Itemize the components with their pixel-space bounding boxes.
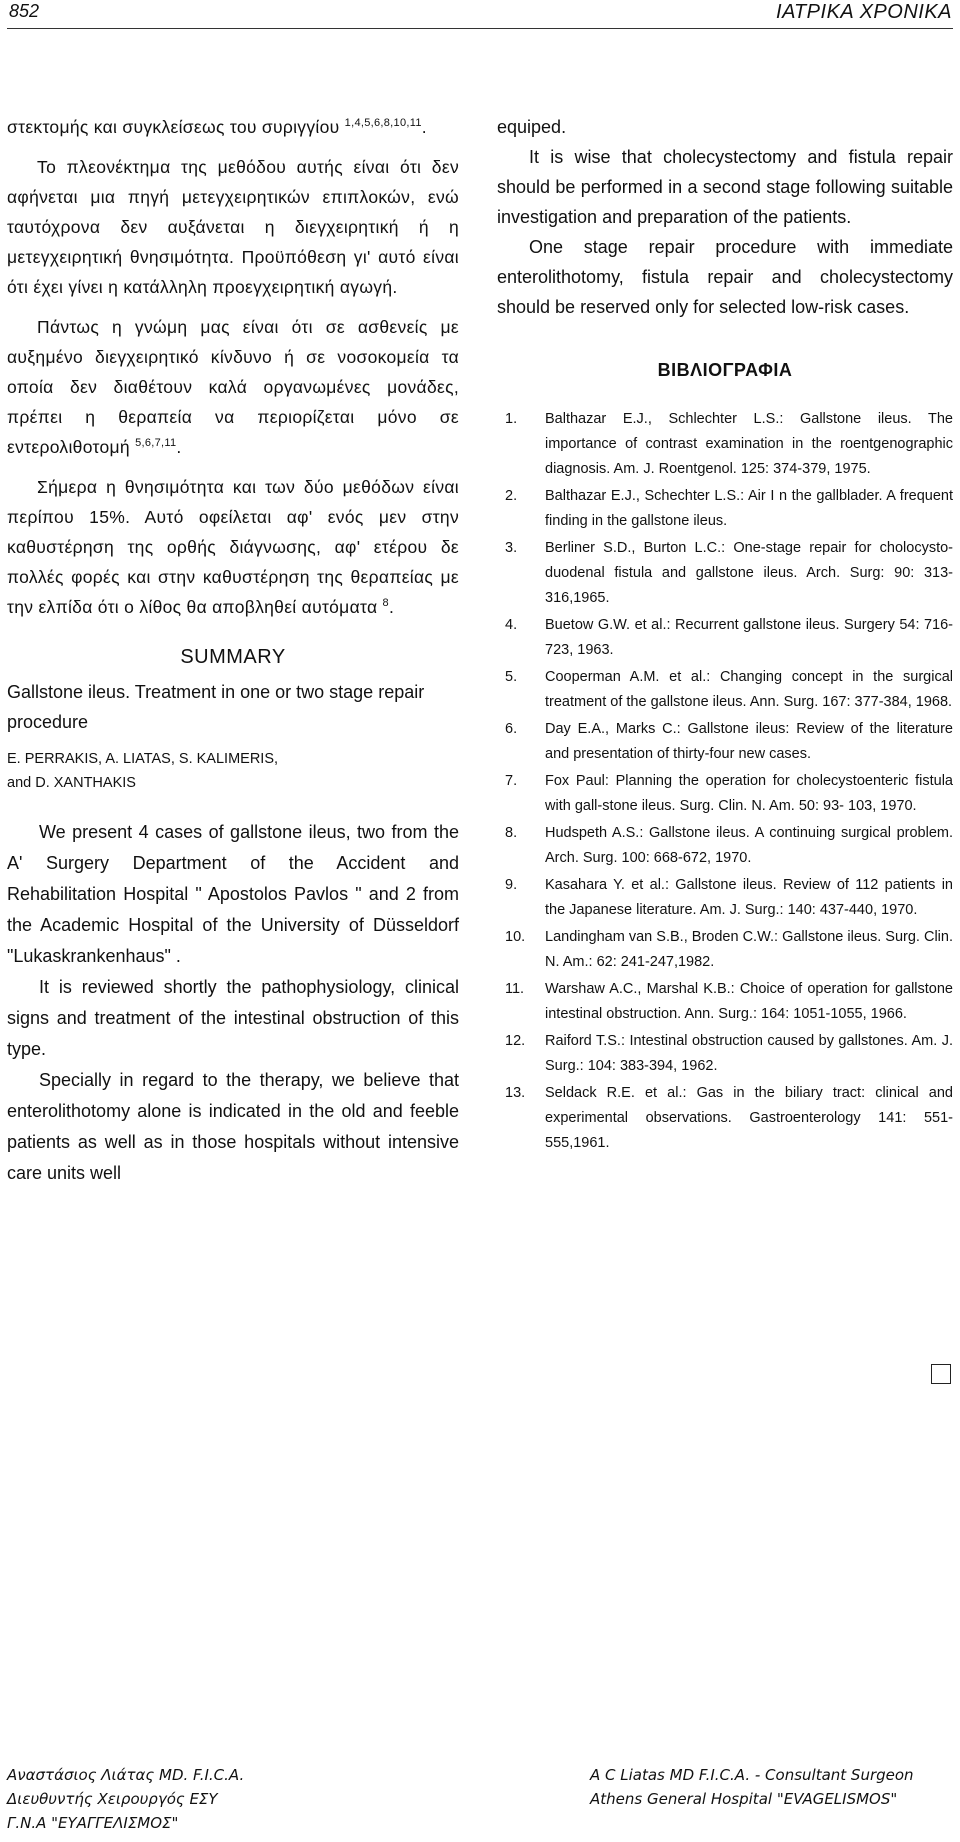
right-column (497, 112, 953, 1158)
summary-paragraph-4: It is wise that cholecystectomy and fistula repair should be performed in a second stage following suitable investigation and preparation of the patients. (497, 147, 953, 227)
reference-number: 13. (505, 1085, 526, 1101)
citation-sup: 1,4,5,6,8,10,11 (344, 117, 422, 130)
reference-number: 4. (505, 617, 518, 633)
journal-title: ΙΑΤΡΙΚΑ ΧΡΟΝΙΚΑ (776, 1, 952, 23)
summary-paragraph-2: It is reviewed shortly the pathophysiology, clinical signs and treatment of the intestinal obstruction of this type. (7, 977, 459, 1059)
summary-paragraph-5: One stage repair procedure with immediate enterolithotomy, fistula repair and cholecystectomy should be reserved only for selected low-risk cases. (497, 237, 953, 317)
summary-paragraph-3: Specially in regard to the therapy, we believe that enterolithotomy alone is indicated in the old and feeble patients as well as in those hospitals without intensive care units well (7, 1070, 459, 1183)
reference-number: 9. (505, 877, 518, 893)
reference-item (497, 1081, 953, 1156)
greek-paragraph-1: στεκτομής και συγκλείσεως του συριγγίου $^{1,4,5,6,8,10,11}$. (7, 117, 427, 137)
summary-heading: SUMMARY (180, 646, 286, 668)
reference-item (497, 665, 953, 715)
reference-number: 12. (505, 1033, 526, 1049)
citation-sup: 5,6,7,11 (135, 437, 177, 450)
footer-author-role-greek: Διευθυντής Χειρουργός ΕΣΥ (7, 1790, 218, 1808)
reference-text: Balthazar E.J., Schechter L.S.: Air I n the gallblader. A frequent finding in the gallstone ileus. (545, 488, 953, 529)
reference-text: Landingham van S.B., Broden C.W.: Gallstone ileus. Surg. Clin. N. Am.: 62: 241-247,1982. (545, 929, 953, 970)
reference-text: Cooperman A.M. et al.: Changing concept in the surgical treatment of the gallstone ileus. Ann. Surg. 167: 377-384, 1968. (545, 669, 953, 710)
footer-hospital-greek: Γ.Ν.Α "ΕΥΑΓΓΕΛΙΣΜΟΣ" (7, 1814, 179, 1832)
summary-body-continued (497, 112, 953, 322)
footer-right (590, 1763, 914, 1811)
reference-text: Balthazar E.J., Schlechter L.S.: Gallstone ileus. The importance of contrast examination in the roentgenographic diagnosis. Am. J. Roentgenol. 125: 374-379, 1975. (545, 411, 953, 477)
reference-number: 11. (505, 981, 525, 997)
greek-paragraph-3: Πάντως η γνώμη μας είναι ότι σε ασθενείς με αυξημένο διεγχειρητικό κίνδυνο ή σε νοσοκομεία τα οποία δεν διαθέτουν καλά οργανωμένες μονάδες, πρέπει η θεραπεία να περιορίζεται μόνο σε εντερολιθοτομή $^{5,6,7,11}$. (7, 317, 459, 457)
page-header (0, 0, 960, 28)
reference-item (497, 821, 953, 871)
reference-item (497, 407, 953, 482)
header-rule (7, 28, 953, 29)
greek-paragraph-4: Σήμερα η θνησιμότητα και των δύο μεθόδων είναι περίπου 15%. Αυτό οφείλεται αφ' ενός μεν στην καθυστέρηση της ορθής διάγνωσης, αφ' ετέρου δε πολλές φορές και στην καθυστέρηση της θεραπείας με την ελπίδα ότι ο λίθος θα αποβληθεί αυτόματα $^8$. (7, 477, 459, 617)
reference-number: 8. (505, 825, 518, 841)
greek-paragraph-2: Το πλεονέκτημα της μεθόδου αυτής είναι ότι δεν αφήνεται μια πηγή μετεγχειρητικών επιπλοκών, ενώ ταυτόχρονα δεν αυξάνεται η διεγχειρητική ή η μετεγχειρητική θνησιμότητα. Προϋπόθεση γι' αυτό είναι ότι έχει γίνει η κατάλληλη προεγχειρητική αγωγή. (7, 157, 459, 297)
reference-item (497, 769, 953, 819)
reference-item (497, 484, 953, 534)
reference-text: Fox Paul: Planning the operation for cholecystoenteric fistula with gall-stone ileus. Surg. Clin. N. Am. 50: 93- 103, 1970. (545, 773, 953, 814)
left-column (7, 112, 459, 1189)
reference-item (497, 873, 953, 923)
reference-text: Berliner S.D., Burton L.C.: One-stage repair for cholocysto-duodenal fistula and gallstone ileus. Arch. Surg: 90: 313-316,1965. (545, 540, 953, 606)
footer-author-english: A C Liatas MD F.I.C.A. - Consultant Surgeon (590, 1766, 914, 1784)
summary-paragraph-1: We present 4 cases of gallstone ileus, two from the A' Surgery Department of the Accident and Rehabilitation Hospital " Apostolos Pavlos " and 2 from the Academic Hospital of the University of Düsseldorf "Lukaskrankenhaus" . (7, 822, 459, 966)
reference-number: 2. (505, 488, 518, 504)
footer-author-name-greek: Αναστάσιος Λιάτας MD. F.I.C.A. (7, 1766, 245, 1784)
page-number: 852 (9, 1, 40, 21)
summary-body (7, 817, 459, 1189)
reference-number: 7. (505, 773, 518, 789)
reference-text: Warshaw A.C., Marshal K.B.: Choice of operation for gallstone intestinal obstruction. Ann. Surg.: 164: 1051-1055, 1966. (545, 981, 953, 1022)
reference-item (497, 1029, 953, 1079)
reference-number: 10. (505, 929, 526, 945)
summary-title: Gallstone ileus. Treatment in one or two stage repair procedure (7, 682, 425, 732)
reference-number: 6. (505, 721, 518, 737)
summary-authors: E. PERRAKIS, A. LIATAS, S. KALIMERIS, and D. XANTHAKIS (7, 751, 279, 791)
reference-item (497, 613, 953, 663)
reference-text: Day E.A., Marks C.: Gallstone ileus: Review of the literature and presentation of thirty-four new cases. (545, 721, 953, 762)
reference-text: Hudspeth A.S.: Gallstone ileus. A continuing surgical problem. Arch. Surg. 100: 668-672, 1970. (545, 825, 953, 866)
end-of-article-mark (931, 1364, 951, 1384)
reference-item (497, 536, 953, 611)
reference-item (497, 925, 953, 975)
reference-list (497, 407, 953, 1156)
reference-number: 3. (505, 540, 518, 556)
reference-text: Raiford T.S.: Intestinal obstruction caused by gallstones. Am. J. Surg.: 104: 383-394, 1962. (545, 1033, 953, 1074)
reference-text: Kasahara Y. et al.: Gallstone ileus. Review of 112 patients in the Japanese literature. Am. J. Surg.: 140: 437-440, 1970. (545, 877, 953, 918)
reference-item (497, 977, 953, 1027)
citation-sup: 8 (382, 597, 389, 610)
reference-item (497, 717, 953, 767)
reference-number: 5. (505, 669, 518, 685)
reference-text: Buetow G.W. et al.: Recurrent gallstone ileus. Surgery 54: 716-723, 1963. (545, 617, 953, 658)
footer-left (7, 1763, 244, 1835)
greek-text (7, 112, 459, 622)
footer-hospital-english: Athens General Hospital "EVAGELISMOS" (590, 1790, 898, 1808)
reference-text: Seldack R.E. et al.: Gas in the biliary tract: clinical and experimental observations. Gastroenterology 141: 551-555,1961. (545, 1085, 953, 1151)
summary-paragraph-3-continued: equiped. (497, 117, 567, 137)
reference-number: 1. (505, 411, 518, 427)
bibliography-heading: ΒΙΒΛΙΟΓΡΑΦΙΑ (657, 360, 793, 380)
